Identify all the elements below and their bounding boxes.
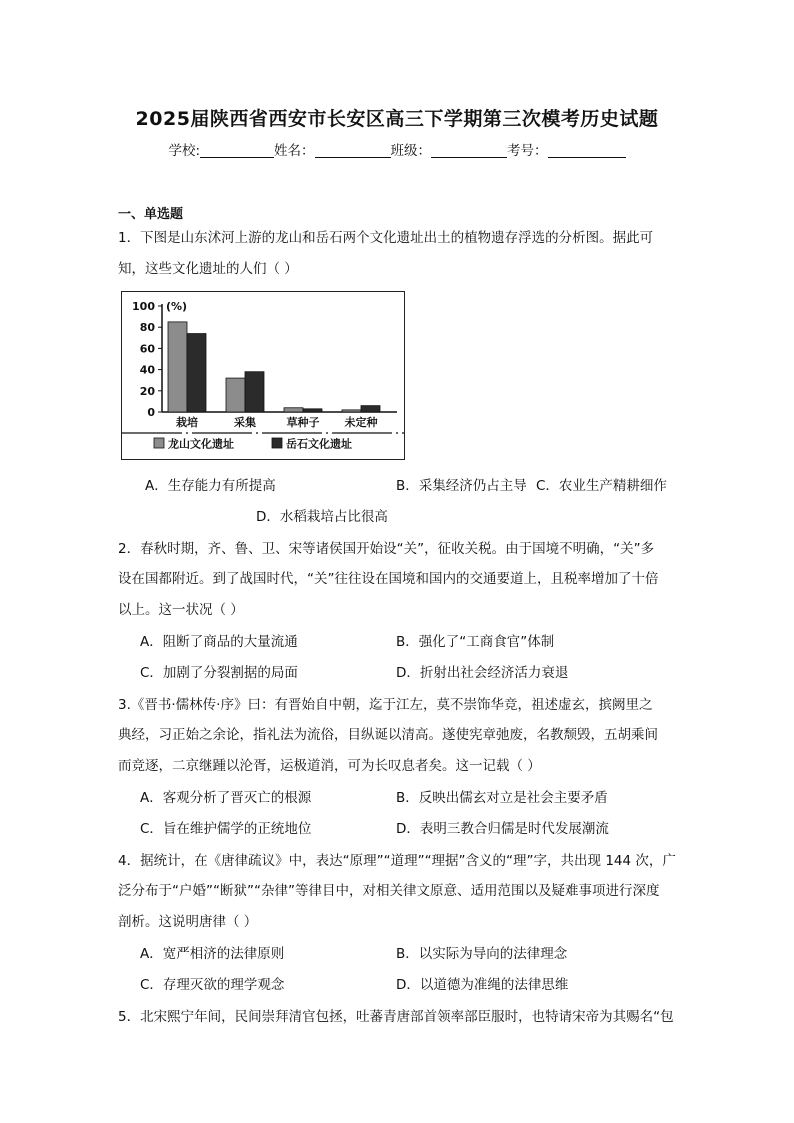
- q5-line-1: 5．北宋熙宁年间，民间崇拜清官包拯，吐蕃青唐部首领率部臣服时，也特请宋帝为其赐名“包: [118, 1009, 674, 1025]
- y-axis-unit: (%): [166, 300, 188, 313]
- exam-title: 2025届陕西省西安市长安区高三下学期第三次模考历史试题: [135, 108, 659, 130]
- y-tick-label: 0: [147, 406, 155, 419]
- q1-line-2: 知，这些文化遗址的人们（ ）: [118, 261, 298, 277]
- q2-option-a[interactable]: A．阻断了商品的大量流通: [140, 634, 298, 650]
- q1-option-b[interactable]: B．采集经济仍占主导: [396, 478, 527, 494]
- q2-line-2: 设在国都附近。到了战国时代，“关”往往设在国境和国内的交通要道上，且税率增加了十倍: [118, 571, 659, 587]
- q3-option-c[interactable]: C．旨在维护儒学的正统地位: [140, 821, 312, 837]
- q1-chart: [121, 291, 405, 460]
- q4-line-2: 泛分布于“户婚”“断狱”“杂律”等律目中，对相关律文原意、适用范围以及疑难事项进行深度: [118, 883, 660, 899]
- q2-option-d[interactable]: D．折射出社会经济活力衰退: [396, 665, 569, 681]
- q2-line-3: 以上。这一状况（ ）: [118, 602, 244, 618]
- category-label: 栽培: [176, 416, 198, 429]
- exam-number-blank[interactable]: [548, 143, 626, 158]
- bar: [245, 372, 264, 412]
- q4-option-c[interactable]: C．存理灭欲的理学观念: [140, 977, 285, 993]
- q4-option-b[interactable]: B．以实际为导向的法律理念: [396, 946, 568, 962]
- q4-option-d[interactable]: D．以道德为准绳的法律思维: [396, 977, 569, 993]
- student-info-row: [0, 139, 794, 159]
- q3-line-3: 而竞逐，二京继踵以沦胥，运极道消，可为长叹息者矣。这一记载（ ）: [118, 758, 541, 774]
- q3-line-1: 3.《晋书·儒林传·序》曰：有晋始自中朝，迄于江左，莫不崇饰华竞，祖述虚玄，摈阙里之: [118, 697, 653, 713]
- q1-option-d[interactable]: D．水稻栽培占比很高: [256, 509, 388, 525]
- legend-swatch: [272, 438, 282, 448]
- class-blank[interactable]: [431, 143, 507, 158]
- y-tick-label: 40: [139, 363, 155, 377]
- category-label: 未定种: [344, 416, 378, 429]
- q2-option-b[interactable]: B．强化了“工商食官”体制: [396, 634, 555, 650]
- section-title: 一、单选题: [118, 207, 184, 222]
- legend-label: 龙山文化遗址: [168, 437, 234, 451]
- y-tick-label: 80: [139, 321, 155, 335]
- q4-option-a[interactable]: A．宽严相济的法律原则: [140, 946, 285, 962]
- y-tick-label: 20: [139, 384, 155, 398]
- legend-label: 岳石文化遗址: [286, 437, 352, 451]
- q1-chart-svg: [122, 292, 404, 459]
- category-label: 草种子: [286, 416, 320, 429]
- q2-option-c[interactable]: C．加剧了分裂割据的局面: [140, 665, 298, 681]
- legend-swatch: [154, 438, 164, 448]
- q1-option-a[interactable]: A．生存能力有所提高: [145, 478, 276, 494]
- bar: [187, 334, 206, 412]
- class-label: 班级：: [390, 143, 432, 159]
- q3-line-2: 典经，习正始之余论，指礼法为流俗，目纵诞以清高。遂使宪章弛废，名教颓毁，五胡乘间: [118, 727, 658, 743]
- name-label: 姓名：: [274, 143, 315, 159]
- bar: [303, 409, 322, 412]
- bar: [284, 408, 303, 412]
- bar: [226, 378, 245, 412]
- exam-number-label: 考号：: [507, 143, 548, 159]
- school-label: 学校:: [168, 143, 201, 159]
- q3-option-b[interactable]: B．反映出儒玄对立是社会主要矛盾: [396, 790, 608, 806]
- bar: [342, 410, 361, 412]
- bar: [168, 322, 187, 412]
- q3-option-d[interactable]: D．表明三教合归儒是时代发展潮流: [396, 821, 609, 837]
- category-label: 采集: [234, 416, 256, 429]
- bar: [361, 406, 380, 412]
- school-blank[interactable]: [200, 143, 274, 158]
- q2-line-1: 2．春秋时期，齐、鲁、卫、宋等诸侯国开始设“关”，征收关税。由于国境不明确，“关”多: [118, 541, 655, 557]
- q4-line-1: 4．据统计，在《唐律疏议》中，表达“原理”“道理”“理据”含义的“理”字，共出现 144 次，广: [118, 853, 676, 869]
- q3-option-a[interactable]: A．客观分析了晋灭亡的根源: [140, 790, 312, 806]
- q1-option-c[interactable]: C．农业生产精耕细作: [536, 478, 667, 494]
- y-tick-label: 60: [139, 342, 155, 356]
- q1-line-1: 1．下图是山东沭河上游的龙山和岳石两个文化遗址出土的植物遗存浮选的分析图。据此可: [118, 230, 654, 246]
- y-tick-label: 100: [132, 300, 155, 313]
- name-blank[interactable]: [315, 143, 391, 158]
- q4-line-3: 剖析。这说明唐律（ ）: [118, 914, 258, 930]
